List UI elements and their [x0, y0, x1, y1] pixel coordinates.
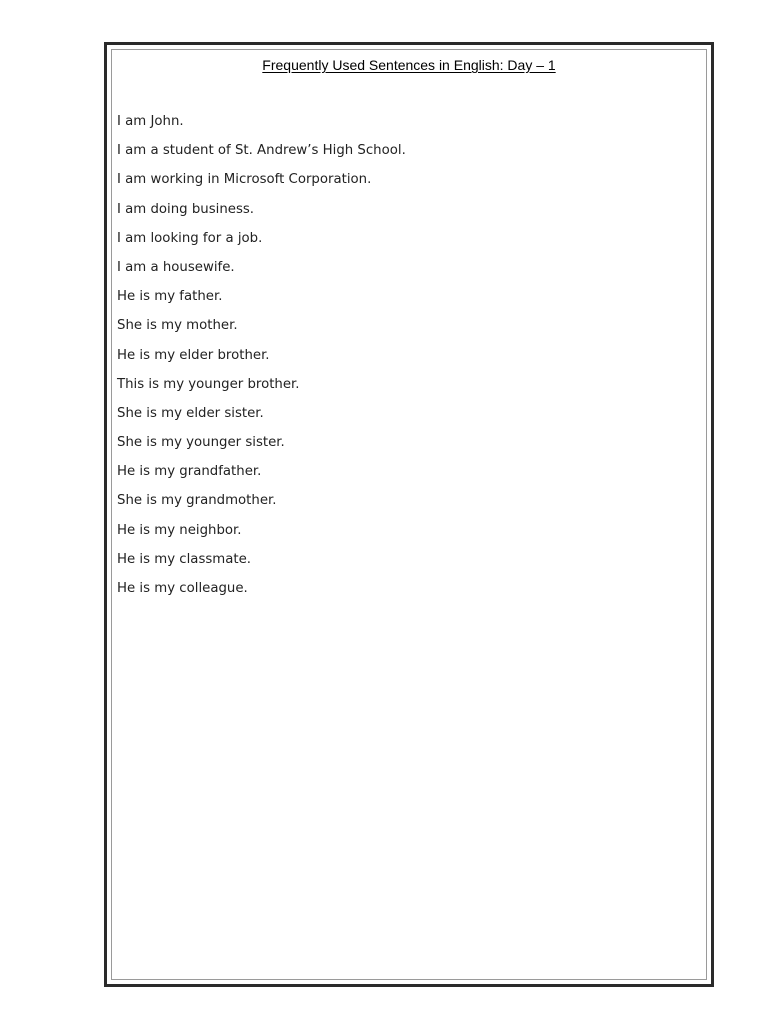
- sentence-item: I am looking for a job.: [117, 230, 263, 246]
- sentence-item: I am a housewife.: [117, 259, 235, 275]
- sentence-item: This is my younger brother.: [117, 376, 300, 392]
- sentence-item: She is my younger sister.: [117, 435, 285, 451]
- sentence-list: [117, 114, 406, 610]
- sentence-item: She is my elder sister.: [117, 405, 264, 421]
- sentence-item: He is my neighbor.: [117, 522, 242, 538]
- sentence-item: I am working in Microsoft Corporation.: [117, 172, 372, 188]
- sentence-item: She is my mother.: [117, 318, 238, 334]
- page-title-text: Frequently Used Sentences in English: Day – 1: [262, 57, 556, 73]
- sentence-item: He is my father.: [117, 289, 223, 305]
- sentence-item: I am a student of St. Andrew’s High School.: [117, 143, 406, 159]
- sentence-item: I am doing business.: [117, 201, 255, 217]
- sentence-item: He is my colleague.: [117, 581, 248, 596]
- sentence-item: He is my classmate.: [117, 551, 252, 567]
- sentence-item: He is my elder brother.: [117, 347, 270, 363]
- page-border-frame: [104, 42, 714, 987]
- page-title: [107, 57, 711, 73]
- sentence-item: She is my grandmother.: [117, 493, 277, 509]
- sentence-item: He is my grandfather.: [117, 464, 262, 480]
- sentence-item: I am John.: [117, 114, 184, 129]
